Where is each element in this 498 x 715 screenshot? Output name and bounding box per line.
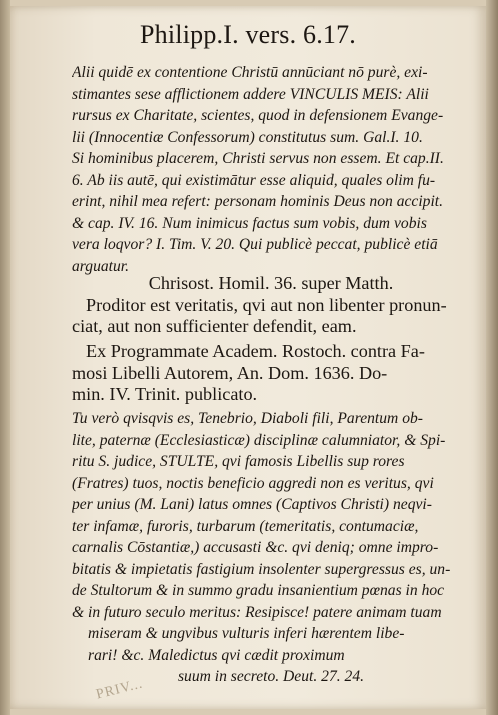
chrysostom-block — [72, 273, 470, 338]
text-line: rursus ex Charitate, scientes, quod in defensionem Evange- — [72, 107, 444, 124]
text-line: rari! &c. Maledictus qvi cædit proximum — [88, 646, 345, 664]
text-line: vera loqvor? I. Tim. V. 20. Qui publicè peccat, publicè etiā — [72, 236, 438, 253]
text-line: Ex Programmate Academ. Rostoch. contra Fa- — [86, 341, 425, 361]
text-line: lii (Innocentiæ Confessorum) constitutus sum. Gal.I. 10. — [72, 128, 423, 146]
text-line: min. IV. Trinit. publicato. — [72, 384, 258, 404]
text-line: Tu verò qvisqvis es, Tenebrio, Diaboli fili, Parentum ob- — [72, 410, 423, 427]
programmate-block — [72, 341, 470, 406]
page — [10, 6, 486, 709]
text-line: miseram & ungvibus vulturis inferi hærentem libe- — [88, 625, 405, 642]
text-line: de Stultorum & in summo gradu insanientium pœnas in hoc — [72, 582, 445, 599]
text-line: stimantes sese afflictionem addere VINCULIS MEIS: Alii — [72, 85, 429, 103]
left-page-edge — [0, 0, 10, 715]
text-line: & in futuro seculo meritus: Resipisce! patere animam tuam — [72, 603, 442, 621]
text-line: Chrisost. Homil. 36. super Matth. — [148, 273, 394, 293]
reproach-block — [72, 408, 470, 688]
page-header: Philipp.I. vers. 6.17. — [139, 20, 356, 49]
text-line: ciat, aut non sufficienter defendit, eam. — [72, 316, 357, 336]
text-line: Proditor est veritatis, qvi aut non libenter pronun- — [86, 294, 447, 315]
text-line: suum in secreto. Deut. 27. 24. — [177, 668, 365, 685]
text-line: Alii quidē ex contentione Christū annūciant nō purè, exi- — [72, 64, 428, 81]
text-line: arguatur. — [72, 257, 130, 275]
text-line: lite, paternæ (Ecclesiasticæ) disciplinæ calumniator, & Spi- — [72, 431, 446, 449]
text-line: (Fratres) tuos, noctis beneficio aggredi non es veritus, qvi — [72, 474, 434, 492]
right-page-edge — [486, 0, 498, 715]
text-line: & cap. IV. 16. Num inimicus factus sum vobis, dum vobis — [72, 214, 427, 232]
text-line: Si hominibus placerem, Christi servus non essem. Et cap.II. — [72, 150, 444, 167]
text-line: ritu S. judice, STULTE, qvi famosis Libellis sup rores — [72, 453, 405, 470]
text-line: bitatis & impietatis fastigium insolenter supergressus es, un- — [72, 560, 451, 578]
text-line: carnalis Cōstantiæ,) accusasti &c. qvi deniq; omne impro- — [72, 539, 439, 556]
text-line: per unius (M. Lani) latus omnes (Captivos Christi) neqvi- — [72, 496, 432, 513]
text-line: 6. Ab iis autē, qui existimātur esse aliquid, quales olim fu- — [72, 171, 436, 189]
text-line: mosi Libelli Autorem, An. Dom. 1636. Do- — [72, 362, 388, 383]
margin-annotation: PRIV... — [94, 676, 145, 703]
scripture-block — [72, 62, 470, 277]
text-line: ter infamæ, furoris, turbarum (temeritatis, contumaciæ, — [72, 517, 419, 535]
text-line: erint, nihil mea refert: personam hominis Deus non accipit. — [72, 193, 444, 210]
